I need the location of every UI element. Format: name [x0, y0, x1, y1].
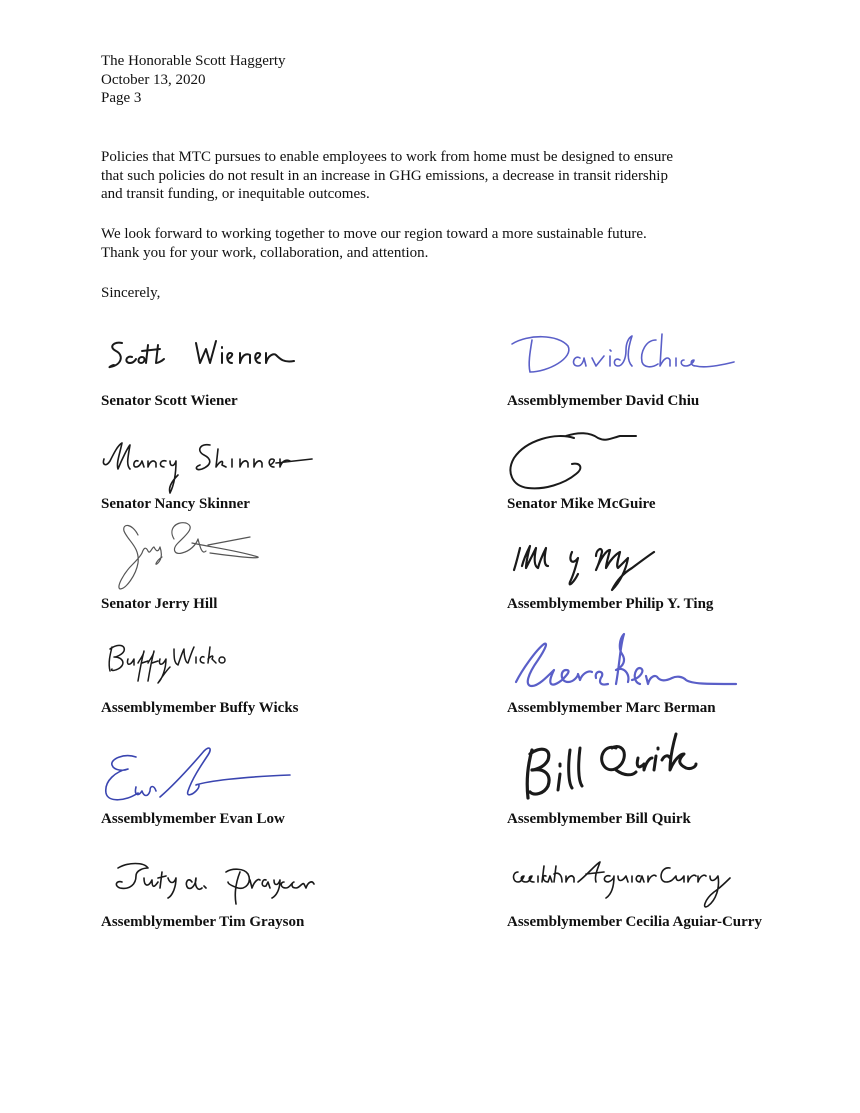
- signature-david-chiu: [508, 330, 743, 380]
- signatory-name: Senator Nancy Skinner: [101, 496, 250, 512]
- signatory-name: Assemblymember Bill Quirk: [507, 811, 691, 827]
- signatory-name: Assemblymember David Chiu: [507, 393, 700, 409]
- signature-scott-wiener: [104, 335, 304, 380]
- signatory-name: Assemblymember Philip Y. Ting: [507, 596, 714, 612]
- signature-evan-low: [100, 743, 300, 808]
- signatory-name: Assemblymember Cecilia Aguiar-Curry: [507, 914, 762, 930]
- signature-mike-mcguire: [506, 428, 641, 493]
- closing-text: Sincerely,: [101, 285, 161, 301]
- paragraph-line: Policies that MTC pursues to enable employees to work from home must be designed to ensure: [101, 149, 673, 165]
- signature-buffy-wicks: [104, 641, 234, 686]
- signatory-name: Assemblymember Marc Berman: [507, 700, 716, 716]
- signatory-name: Senator Scott Wiener: [101, 393, 238, 409]
- body-paragraph-2: [101, 225, 761, 262]
- closing: [101, 284, 761, 303]
- recipient-line: The Honorable Scott Haggerty: [101, 53, 286, 69]
- signature-philip-ting: [512, 538, 662, 593]
- signature-bill-quirk: [520, 724, 735, 804]
- signatory-name: Senator Jerry Hill: [101, 596, 218, 612]
- page-number: Page 3: [101, 90, 142, 106]
- letter-header: [101, 52, 286, 108]
- date-line: October 13, 2020: [101, 71, 206, 88]
- signature-cecilia-aguiar-curry: [508, 852, 743, 912]
- signature-tim-grayson: [108, 858, 328, 908]
- paragraph-line: and transit funding, or inequitable outcomes.: [101, 186, 370, 202]
- signatory-name: Senator Mike McGuire: [507, 496, 656, 512]
- signatory-name: Assemblymember Tim Grayson: [101, 914, 305, 930]
- signature-nancy-skinner: [100, 437, 315, 497]
- signature-jerry-hill: [110, 517, 260, 592]
- signatory-name: Assemblymember Buffy Wicks: [101, 700, 299, 716]
- body-paragraph-1: [101, 148, 761, 204]
- paragraph-line: that such policies do not result in an increase in GHG emissions, a decrease in transit ridership: [101, 167, 668, 184]
- paragraph-line: Thank you for your work, collaboration, and attention.: [101, 244, 429, 261]
- signature-marc-berman: [506, 630, 746, 695]
- signatory-name: Assemblymember Evan Low: [101, 811, 285, 827]
- paragraph-line: We look forward to working together to move our region toward a more sustainable future.: [101, 226, 647, 242]
